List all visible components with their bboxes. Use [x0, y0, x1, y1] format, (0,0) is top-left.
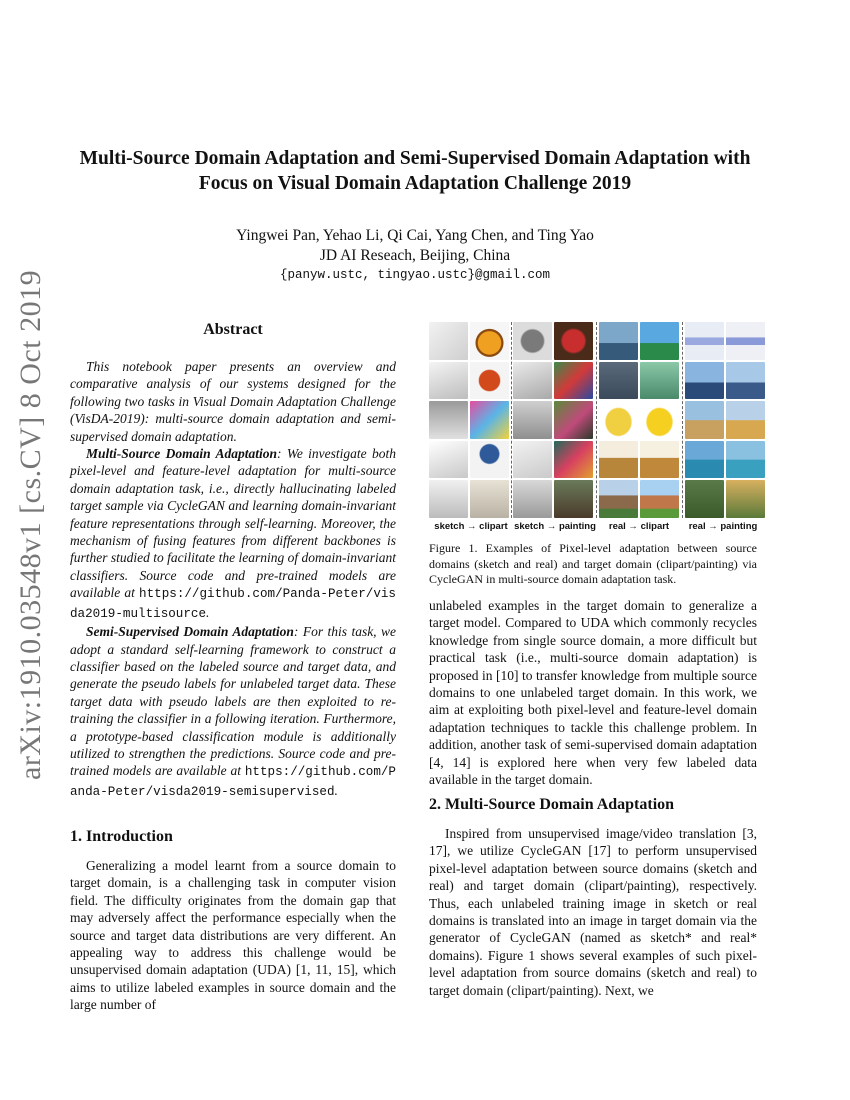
- real-to-clipart-examples: [599, 322, 679, 518]
- section-2-paragraph-1: Inspired from unsupervised image/video translation [3, 17], we utilize CycleGAN [17] to perform unsupervised pixel-level adaptation between source domains (sketch and real) and target domain (clipart/painting), respectively. Thus, each unlabeled training image in sketch or real domains is translated into an image in target domain via the generator of CycleGAN (named as sketch* and real* domains). Figure 1 shows several examples of such pixel-level adaptation from source domains (sketch and real) to target domain (clipart/painting). Next, we: [429, 826, 757, 998]
- figure-separator: [511, 322, 512, 518]
- period: .: [206, 604, 210, 620]
- example-image: [599, 322, 638, 360]
- label-real-to-painting: real → painting: [688, 521, 758, 532]
- example-image: [640, 441, 679, 479]
- example-image: [685, 441, 724, 479]
- introduction-body: [70, 857, 396, 1014]
- figure-1: [429, 322, 765, 535]
- example-image: [640, 401, 679, 439]
- introduction-heading: 1. Introduction: [70, 828, 173, 845]
- semi-supervised-lead: Semi-Supervised Domain Adaptation: [86, 624, 294, 640]
- example-image: [599, 441, 638, 479]
- example-image: [429, 322, 468, 360]
- multisource-code-link[interactable]: https://github.com/Panda-Peter/visda2019-multisource: [70, 587, 396, 621]
- example-image: [554, 480, 593, 518]
- example-image: [429, 362, 468, 400]
- example-image: [429, 401, 468, 439]
- example-image: [685, 362, 724, 400]
- example-image: [470, 401, 509, 439]
- example-image: [726, 480, 765, 518]
- sketch-to-painting-examples: [513, 322, 593, 518]
- example-image: [726, 401, 765, 439]
- example-image: [554, 401, 593, 439]
- abstract-paragraph-3: [70, 623, 396, 801]
- label-sketch-to-painting: sketch → painting: [514, 521, 596, 532]
- arxiv-identifier: arXiv:1910.03548v1 [cs.CV] 8 Oct 2019: [14, 269, 47, 780]
- example-image: [513, 441, 552, 479]
- right-paragraph-1: unlabeled examples in the target domain to generalize a target model. Compared to UDA which commonly recycles knowledge from single source domain, a more difficult but practical task (i.e., multi-source domain adaptation) is proposed in [10] to transfer knowledge from multiple source domains to one unlabeled target domain. In this work, we aim at exploiting both pixel-level and feature-level domain adaptation techniques to tackle this challenge problem. In addition, another task of semi-supervised domain adaptation [4, 14] is explored here when very few labeled data available in the target domain.: [429, 598, 757, 788]
- example-image: [685, 480, 724, 518]
- label-real-to-clipart: real → clipart: [608, 521, 670, 532]
- example-image: [726, 441, 765, 479]
- affiliation: JD AI Reseach, Beijing, China: [319, 247, 511, 264]
- figure-separator: [682, 322, 683, 518]
- figure-caption: Figure 1. Examples of Pixel-level adaptation between source domains (sketch and real) and target domain (clipart/painting) via CycleGAN in multi-source domain adaptation task.: [429, 541, 757, 586]
- example-image: [685, 401, 724, 439]
- example-image: [513, 322, 552, 360]
- right-column-text: [429, 597, 757, 788]
- semisupervised-code-link[interactable]: https://github.com/Panda-Peter/visda2019-semisupervised: [70, 765, 396, 799]
- multi-source-text: : We investigate both pixel-level and feature-level adaptation for multi-source domain adaptation task, i.e., directly hallucinating labeled target sample via CycleGAN and learning domain-invariant feature representations through self-learning. Moreover, the mechanism of fusing features from different backbones is further studied to facilitate the learning of domain-invariant classifiers. Source code and pre-trained models are available at: [70, 446, 396, 601]
- title-line-1: Multi-Source Domain Adaptation and Semi-Supervised Domain Adaptation with: [79, 148, 751, 169]
- abstract-body: [70, 358, 396, 801]
- example-image: [470, 322, 509, 360]
- example-image: [640, 362, 679, 400]
- example-image: [513, 401, 552, 439]
- example-image: [470, 480, 509, 518]
- title-line-2: Focus on Visual Domain Adaptation Challenge 2019: [198, 173, 632, 194]
- example-image: [599, 401, 638, 439]
- authors: Yingwei Pan, Yehao Li, Qi Cai, Yang Chen, and Ting Yao: [236, 227, 594, 244]
- example-image: [640, 322, 679, 360]
- example-image: [599, 480, 638, 518]
- email: {panyw.ustc, tingyao.ustc}@gmail.com: [279, 268, 551, 282]
- example-image: [513, 362, 552, 400]
- example-image: [470, 362, 509, 400]
- figure-image-grid: [429, 322, 765, 518]
- real-to-painting-examples: [685, 322, 765, 518]
- period: .: [334, 782, 338, 798]
- example-image: [429, 441, 468, 479]
- label-sketch-to-clipart: sketch → clipart: [434, 521, 508, 532]
- example-image: [554, 322, 593, 360]
- example-image: [726, 322, 765, 360]
- semi-supervised-text: : For this task, we adopt a standard self-learning framework to construct a classifier based on the labeled source and target data, and generate the pseudo labels for unlabeled target data. These target data with pseudo labels are then exploited to re-training the classifier in a following iteration. Furthermore, a prototype-based classification module is additionally utilized to strengthen the predictions. Source code and pre-trained models are available at: [70, 624, 396, 779]
- example-image: [554, 441, 593, 479]
- section-2-body: [429, 825, 757, 999]
- figure-column-labels: [429, 521, 765, 535]
- paper-title: [60, 146, 770, 196]
- figure-separator: [596, 322, 597, 518]
- example-image: [640, 480, 679, 518]
- example-image: [513, 480, 552, 518]
- example-image: [470, 441, 509, 479]
- abstract-paragraph-1: This notebook paper presents an overview and comparative analysis of our systems designed for the following two tasks in Visual Domain Adaptation Challenge (VisDA-2019): multi-source domain adaptation and semi-supervised domain adaptation.: [70, 359, 396, 444]
- introduction-paragraph-1: Generalizing a model learnt from a source domain to target domain, is a challenging task in computer vision field. The difficulty originates from the domain gap that may adversely affect the performance especially when the source and target data distributions are very different. An appealing way to address this challenge would be unsupervised domain adaptation (UDA) [1, 11, 15], which aims to utilize labeled examples in source domain and the large number of: [70, 858, 396, 1013]
- abstract-heading: Abstract: [203, 321, 263, 338]
- example-image: [599, 362, 638, 400]
- multi-source-lead: Multi-Source Domain Adaptation: [86, 446, 277, 462]
- abstract-paragraph-2: [70, 445, 396, 623]
- example-image: [685, 322, 724, 360]
- sketch-to-clipart-examples: [429, 322, 509, 518]
- example-image: [554, 362, 593, 400]
- example-image: [429, 480, 468, 518]
- section-2-heading: 2. Multi-Source Domain Adaptation: [429, 796, 675, 813]
- example-image: [726, 362, 765, 400]
